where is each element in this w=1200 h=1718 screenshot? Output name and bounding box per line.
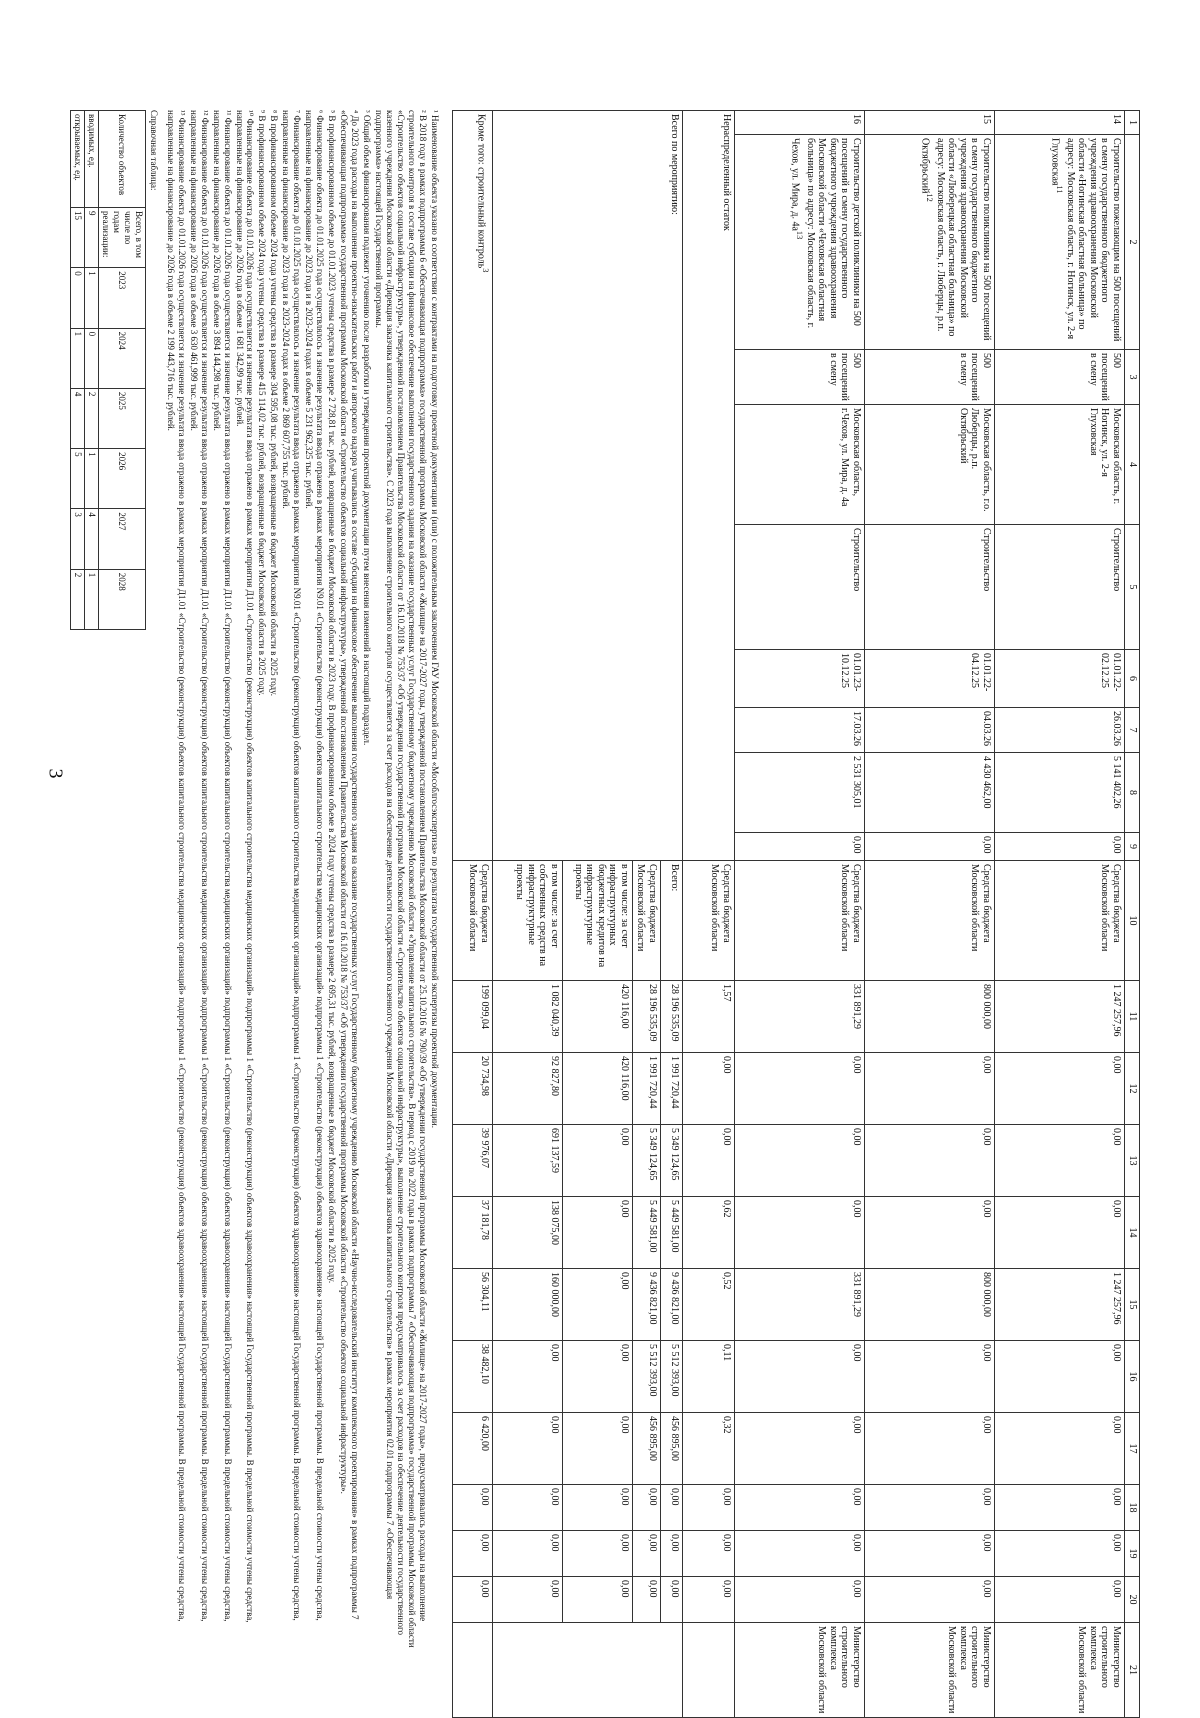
amount-cell: 0,00: [865, 1531, 995, 1577]
footnote: ¹² Финансирование объекта до 01.01.2026 года осуществляется и значение результата ввода отражено в рамках мероприятия Д1.01 «Строительство (реконструкция) объектов капитального строительства медицинских организаций» подпрограммы 1 «Строительство (реконструкция) объектов здравоохранения» настоящей Государственной программы. В предельной стоимости учтены средства, направленные на финансирование до 2026 года в объеме 3 630 461,999 тыс. рублей.: [188, 110, 210, 1622]
work-dates: 01.01.22- 04.12.25: [865, 650, 995, 708]
ref-cell: 3: [70, 509, 84, 569]
amount-cell: 0,00: [493, 1577, 563, 1623]
amount-cell: 5 349 124,65: [661, 1125, 683, 1197]
amount-cell: 0,11: [683, 1341, 735, 1413]
funding-source: Средства бюджета Московской области: [735, 861, 865, 981]
col-num-14: 14: [1125, 1197, 1140, 1269]
amount-cell: 0,00: [995, 1125, 1125, 1197]
col-num-5: 5: [1125, 525, 1140, 650]
reference-table: [70, 110, 146, 630]
funding-source: в том числе: за счет собственных средств на инфраструктурные проекты: [493, 861, 563, 981]
object-name-text: Строительство пожелающим на 500 посещений в смену государственного бюджетного учреждения здравоохранения Московской области «Ногинская областная больница» по адресу: Московская область, г. Ногинск, ул. 2-я Глуховская: [1050, 138, 1122, 342]
amount-cell: 0,00: [865, 1125, 995, 1197]
amount-cell: 0,00: [493, 1485, 563, 1531]
amount-cell: 0,00: [633, 1577, 661, 1623]
col-num-17: 17: [1125, 1413, 1140, 1485]
amount-cell: 0,00: [493, 1531, 563, 1577]
footnote: ³ Общий объем финансирования подлежит уточнению после разработки и утверждения проектной документации путем внесения изменений в настоящий подраздел.: [362, 110, 373, 746]
amount-cell: 0,32: [683, 1413, 735, 1485]
object-name: [865, 135, 995, 350]
amount-cell: 199 099,04: [453, 981, 493, 1053]
col-num-3: 3: [1125, 350, 1140, 405]
control-row: [453, 111, 493, 1718]
rotated-sheet: [60, 110, 1140, 1714]
ref-table-title: Справочная таблица:: [148, 110, 159, 191]
amount-cell: 0,00: [995, 1531, 1125, 1577]
row-number: 15: [865, 111, 995, 135]
footnote: ¹⁰ Финансирование объекта до 01.01.2026 года осуществляется и значение результата ввода отражено в рамках мероприятия Д1.01 «Строительство (реконструкция) объектов капитального строительства медицинских организаций» подпрограммы 1 «Строительство (реконструкция) объектов здравоохранения» настоящей Государственной программы. В предельной стоимости учтены средства, направленные на финансирование до 2026 года в объеме 1 681 342,99 тыс. рублей.: [234, 110, 256, 1623]
customer: Министерство строительного комплекса Московской области: [865, 1623, 995, 1718]
amount-cell: 5 349 124,65: [633, 1125, 661, 1197]
funding-source: Средства бюджета Московской области: [865, 861, 995, 981]
amount-cell: 331 891,29: [735, 981, 865, 1053]
amount-cell: 0,00: [735, 1577, 865, 1623]
amount-cell: 1 991 720,44: [633, 1053, 661, 1125]
footnote-ref: 11: [1055, 185, 1065, 194]
total-label: Всего по мероприятию:: [493, 111, 683, 861]
ref-cell: 1: [70, 328, 84, 388]
amount-cell: 0,00: [735, 1197, 865, 1269]
amount-cell: 0,00: [865, 1341, 995, 1413]
col-num-12: 12: [1125, 1053, 1140, 1125]
amount-cell: 0,00: [563, 1197, 633, 1269]
amount-cell: 0,62: [683, 1197, 735, 1269]
object-name: [995, 135, 1125, 350]
amount-cell: 0,00: [995, 1577, 1125, 1623]
amount-cell: 0,00: [453, 1577, 493, 1623]
ref-header-cell: Количество объектов: [98, 111, 145, 208]
funding-source: Средства бюджета Московской области: [995, 861, 1125, 981]
amount-cell: 0,00: [661, 1531, 683, 1577]
ref-cell: 5: [70, 449, 84, 509]
col-num-1: 1: [1125, 111, 1140, 135]
work-dates: 01.01.22- 02.12.25: [995, 650, 1125, 708]
amount-cell: 0,00: [563, 1577, 633, 1623]
amount-cell: 0,00: [865, 1053, 995, 1125]
footnote: ⁷ Финансирование объекта до 01.01.2025 года осуществлялось и значение результата ввода отражено в рамках мероприятия N9.01 «Строительство (реконструкция) объектов капитального строительства медицинских организаций» подпрограммы 1 «Строительство (реконструкция) объектов здравоохранения» настоящей Государственной программы. В предельной стоимости учтены средства, направленные на финансирование до 2023 года и в 2023-2024 годах в объеме 2 869 607,755 тыс. рублей.: [281, 110, 303, 1621]
amount-cell: 0,00: [995, 1053, 1125, 1125]
amount-cell: 1,57: [683, 981, 735, 1053]
col-num-10: 10: [1125, 861, 1140, 981]
amount-cell: 5 512 393,00: [661, 1341, 683, 1413]
ref-row: [84, 111, 98, 630]
amount-cell: 0,00: [683, 1577, 735, 1623]
footnote: ⁹ В профинансированном объеме 2024 года учтены средства в размере 415 114,02 тыс. рублей, возвращенные в бюджет Московской области в 2025 году.: [257, 110, 268, 696]
amount-cell: 0,00: [995, 1413, 1125, 1485]
object-name-text: Строительство поликлиники на 500 посещений в смену государственного бюджетного учреждения здравоохранения Московской области «Люберецкая областная больница» по адресу: Московская область, г. Люберцы, р.п. Октябрьский: [920, 138, 992, 341]
amount-cell: 0,00: [563, 1341, 633, 1413]
max-cost: 4 430 462,00: [865, 753, 995, 833]
object-capacity: 500 посещений в смену: [995, 350, 1125, 405]
amount-cell: 0,00: [683, 1053, 735, 1125]
amount-cell: 0,00: [865, 1577, 995, 1623]
amount-cell: 1 991 720,44: [661, 1053, 683, 1125]
col-num-21: 21: [1125, 1623, 1140, 1718]
col-num-18: 18: [1125, 1485, 1140, 1531]
amount-cell: 1 247 257,96: [995, 1269, 1125, 1341]
ref-header-cell: Всего, в том числе по годам реализации:: [98, 208, 145, 268]
total-row: [661, 111, 683, 1718]
amount-cell: 39 976,07: [453, 1125, 493, 1197]
amount-cell: 28 196 535,09: [633, 981, 661, 1053]
ref-cell: 0: [70, 268, 84, 328]
amount-cell: 1 247 257,96: [995, 981, 1125, 1053]
col-num-15: 15: [1125, 1269, 1140, 1341]
amount-cell: 0,00: [995, 1341, 1125, 1413]
customer: Министерство строительного комплекса Московской области: [995, 1623, 1125, 1718]
amount-cell: 0,00: [995, 1485, 1125, 1531]
object-capacity: 500 посещений в смену: [735, 350, 865, 405]
opening-date: 17.03.26: [735, 708, 865, 753]
amount-cell: 0,00: [735, 1531, 865, 1577]
object-address: Московская область, г.о. Люберцы, р.п. Октябрьский: [865, 405, 995, 525]
amount-cell: 0,00: [563, 1413, 633, 1485]
amount-cell: 28 196 535,09: [661, 981, 683, 1053]
amount-cell: 0,00: [453, 1531, 493, 1577]
ref-cell: открываемых, ед.: [70, 111, 84, 208]
empty-cell: [683, 1623, 735, 1718]
funding-source: в том числе: за счет инфраструктурных бюджетных кредитов на инфраструктурные проекты: [563, 861, 633, 981]
amount-cell: 420 116,00: [563, 1053, 633, 1125]
ref-header-row: [98, 111, 145, 630]
opening-date: 04.03.26: [865, 708, 995, 753]
footnote-ref: 12: [925, 193, 935, 202]
amount-cell: 0,00: [563, 1269, 633, 1341]
amount-cell: 0,00: [995, 1197, 1125, 1269]
page-number: 3: [44, 768, 67, 779]
amount-cell: 331 891,29: [735, 1269, 865, 1341]
amount-cell: 1 082 040,39: [493, 981, 563, 1053]
work-type: Строительство: [735, 525, 865, 650]
ref-cell: 1: [84, 569, 98, 629]
financed-before: 0,00: [865, 833, 995, 861]
ref-cell: вводимых, ед.: [84, 111, 98, 208]
ref-cell: 4: [70, 388, 84, 448]
col-num-11: 11: [1125, 981, 1140, 1053]
funding-source: Средства бюджета Московской области: [683, 861, 735, 981]
footnote-ref: 13: [795, 230, 805, 240]
footnote: ⁶ Финансирование объекта до 01.01.2025 года осуществлялось и значение результата ввода отражено в рамках мероприятия N9.01 «Строительство (реконструкция) объектов капитального строительства медицинских организаций» подпрограммы 1 «Строительство (реконструкция) объектов здравоохранения» настоящей Государственной программы. В предельной стоимости учтены средства, направленные на финансирование до 2023 года и в 2023-2024 годах в объеме 5 231 962,325 тыс. рублей.: [304, 110, 326, 1621]
amount-cell: 420 116,00: [563, 981, 633, 1053]
amount-cell: 800 000,00: [865, 1269, 995, 1341]
funding-source: Средства бюджета Московской области: [633, 861, 661, 981]
amount-cell: 691 137,59: [493, 1125, 563, 1197]
object-address: Московская область, г.Чехов, ул. Мира, д. 4а: [735, 405, 865, 525]
amount-cell: 0,00: [661, 1485, 683, 1531]
amount-cell: 0,00: [865, 1485, 995, 1531]
funding-source: Всего:: [661, 861, 683, 981]
amount-cell: 0,00: [493, 1413, 563, 1485]
col-num-16: 16: [1125, 1341, 1140, 1413]
opening-date: 26.03.26: [995, 708, 1125, 753]
table-row: [995, 111, 1125, 1718]
amount-cell: 0,00: [735, 1413, 865, 1485]
amount-cell: 56 304,11: [453, 1269, 493, 1341]
ref-header-cell: 2023: [98, 268, 145, 328]
amount-cell: 5 449 581,00: [661, 1197, 683, 1269]
ref-cell: 15: [70, 208, 84, 268]
object-capacity: 500 посещений в смену: [865, 350, 995, 405]
objects-table: [452, 110, 1140, 1718]
amount-cell: 0,00: [453, 1485, 493, 1531]
amount-cell: 6 420,00: [453, 1413, 493, 1485]
ref-cell: 1: [84, 449, 98, 509]
undistributed-label: Нераспределенный остаток: [683, 111, 735, 861]
amount-cell: 5 512 393,00: [633, 1341, 661, 1413]
amount-cell: 0,00: [683, 1125, 735, 1197]
ref-header-cell: 2025: [98, 388, 145, 448]
footnote: ² В 2018 году в рамках подпрограммы 6 «Обеспечивающая подпрограмма» государственной программы Московской области «Жилище» на 2017-2027 годы, утвержденной постановлением Правительства Московской области от 25.10.2016 № 790/39 «Об утверждении государственной программы Московской области «Жилище» на 2017-2027 годы», предусматривались расходы на выполнение строительного контроля в составе субсидии на финансовое обеспечение выполнения государственного задания на оказание государственных услуг Государственному бюджетному учреждению Московской области «Управление капитального строительства». В период с 2019 по 2022 годы в рамках подпрограммы 7 «Обеспечивающая подпрограмма» государственной программы Московской области «Строительство объектов социальной инфраструктуры», утвержденной постановлением Правительства Московской области от 16.10.2018 № 753/37 «Об утверждении государственной программы Московской области «Строительство объектов социальной инфраструктуры», выполнение строительного контроля предусматривалось за счет расходов на обеспечение деятельности государственного казенного учреждения Московской области «Дирекция заказчика капитального строительства». С 2023 года выполнение строительного контроля осуществляется за счет расходов на обеспечение деятельности государственного казенного учреждения Московской области «Дирекция заказчика капитального строительства» в рамках мероприятия 02.01 подпрограммы 7 «Обеспечивающая подпрограмма» настоящей Государственной программы.: [374, 110, 429, 1648]
amount-cell: 9 436 821,00: [661, 1269, 683, 1341]
funding-source: Средства бюджета Московской области: [453, 861, 493, 981]
col-num-4: 4: [1125, 405, 1140, 525]
max-cost: 2 531 305,01: [735, 753, 865, 833]
amount-cell: 5 449 581,00: [633, 1197, 661, 1269]
amount-cell: 0,00: [563, 1485, 633, 1531]
footnote: ¹ Наименование объекта указано в соответствии с контрактами на подготовку проектной документации и (или) с положительным заключением ГАУ Московской области «Мособлгосэкспертиза» по результатам государственной экспертизы проектной документации.: [430, 110, 440, 1128]
ref-cell: 1: [84, 268, 98, 328]
empty-cell: [453, 1623, 493, 1718]
amount-cell: 0,00: [735, 1125, 865, 1197]
amount-cell: 0,00: [865, 1413, 995, 1485]
amount-cell: 0,00: [865, 1197, 995, 1269]
amount-cell: 38 482,10: [453, 1341, 493, 1413]
footnote: ¹¹ Финансирование объекта до 01.01.2026 года осуществляется и значение результата ввода отражено в рамках мероприятия Д1.01 «Строительство (реконструкция) объектов капитального строительства медицинских организаций» подпрограммы 1 «Строительство (реконструкция) объектов здравоохранения» настоящей Государственной программы. В предельной стоимости учтены средства, направленные на финансирование до 2026 года в объеме 3 894 144,298 тыс. рублей.: [211, 110, 233, 1622]
amount-cell: 0,00: [683, 1531, 735, 1577]
empty-cell: [493, 1623, 683, 1718]
ref-header-cell: 2026: [98, 449, 145, 509]
object-name-text: Строительство детской поликлиники на 500 посещений в смену государственного бюджетного учреждения здравоохранения Московской области «Чеховская областная больница» по адресу: Московская область, г. Чехов, ул. Мира, д. 4а: [790, 138, 862, 329]
footnote: ¹³ Финансирование объекта до 01.01.2026 года осуществляется и значение результата ввода отражено в рамках мероприятия Д1.01 «Строительство (реконструкция) объектов капитального строительства медицинских организаций» подпрограммы 1 «Строительство (реконструкция) объектов здравоохранения» настоящей Государственной программы. В предельной стоимости учтены средства, направленные на финансирование до 2026 года в объеме 2 199 443,716 тыс. рублей.: [165, 110, 187, 1622]
financed-before: 0,00: [995, 833, 1125, 861]
col-num-13: 13: [1125, 1125, 1140, 1197]
amount-cell: 0,00: [735, 1341, 865, 1413]
ref-cell: 0: [84, 328, 98, 388]
ref-row: [70, 111, 84, 630]
footnotes: [70, 110, 440, 1655]
control-label-text: Кроме того: строительный контроль: [475, 114, 487, 269]
row-number: 16: [735, 111, 865, 135]
col-num-6: 6: [1125, 650, 1140, 708]
footnote: ⁸ В профинансированном объеме 2024 года учтены средства в размере 304 595,08 тыс. рублей, возвращенные в бюджет Московской области в 2025 году.: [269, 110, 280, 696]
header-numbers-row: [1125, 111, 1140, 1718]
work-type: Строительство: [995, 525, 1125, 650]
footnote-ref: 3: [481, 268, 490, 273]
undistributed-row: [683, 111, 735, 1718]
amount-cell: 0,00: [735, 1053, 865, 1125]
amount-cell: 9 436 821,00: [633, 1269, 661, 1341]
row-number: 14: [995, 111, 1125, 135]
col-num-9: 9: [1125, 833, 1140, 861]
col-num-7: 7: [1125, 708, 1140, 753]
work-dates: 01.01.23- 10.12.25: [735, 650, 865, 708]
work-type: Строительство: [865, 525, 995, 650]
amount-cell: 37 181,78: [453, 1197, 493, 1269]
col-num-8: 8: [1125, 753, 1140, 833]
amount-cell: 0,00: [563, 1125, 633, 1197]
col-num-2: 2: [1125, 135, 1140, 350]
amount-cell: 0,00: [683, 1485, 735, 1531]
max-cost: 5 141 402,26: [995, 753, 1125, 833]
ref-cell: 4: [84, 509, 98, 569]
amount-cell: 0,00: [633, 1531, 661, 1577]
control-label: [453, 111, 493, 861]
amount-cell: 0,52: [683, 1269, 735, 1341]
amount-cell: 456 895,00: [661, 1413, 683, 1485]
ref-header-cell: 2024: [98, 328, 145, 388]
amount-cell: 92 827,80: [493, 1053, 563, 1125]
object-address: Московская область, г. Ногинск, ул. 2-я Глуховская: [995, 405, 1125, 525]
ref-cell: 9: [84, 208, 98, 268]
ref-header-cell: 2028: [98, 569, 145, 629]
col-num-20: 20: [1125, 1577, 1140, 1623]
ref-header-cell: 2027: [98, 509, 145, 569]
object-name: [735, 135, 865, 350]
table-row: [865, 111, 995, 1718]
amount-cell: 0,00: [633, 1485, 661, 1531]
amount-cell: 456 895,00: [633, 1413, 661, 1485]
ref-cell: 2: [84, 388, 98, 448]
table-row: [735, 111, 865, 1718]
amount-cell: 0,00: [493, 1341, 563, 1413]
amount-cell: 0,00: [661, 1577, 683, 1623]
amount-cell: 0,00: [563, 1531, 633, 1577]
amount-cell: 0,00: [735, 1485, 865, 1531]
col-num-19: 19: [1125, 1531, 1140, 1577]
amount-cell: 160 000,00: [493, 1269, 563, 1341]
customer: Министерство строительного комплекса Московской области: [735, 1623, 865, 1718]
footnote: ⁴ До 2023 года расходы на выполнение проектно-изыскательских работ и авторского надзора учитывались в составе субсидии на финансовое обеспечение выполнения государственного задания на оказание государственных услуг Государственному бюджетному учреждению Московской области «Научно-исследовательский институт комплексного проектирования» в рамках подпрограммы 7 «Обеспечивающая подпрограмма» государственной программы Московской области «Строительство объектов социальной инфраструктуры», утвержденной постановлением Правительства Московской области от 16.10.2018 № 753/37 «Об утверждении государственной программы Московской области «Строительство объектов социальной инфраструктуры».: [339, 110, 361, 1620]
ref-cell: 2: [70, 569, 84, 629]
financed-before: 0,00: [735, 833, 865, 861]
amount-cell: 20 734,98: [453, 1053, 493, 1125]
footnote: ⁵ В профинансированном объеме до 01.01.2023 учтены средства в размере 2 728,81 тыс. рублей, возвращенные в бюджет Московской области в 2023 году. В профинансированном объеме в 2024 году учтены средства в размере 2 695,31 тыс. рублей, возвращенные в бюджет Московской области в 2025 году.: [327, 110, 338, 1284]
amount-cell: 800 000,00: [865, 981, 995, 1053]
amount-cell: 138 075,00: [493, 1197, 563, 1269]
